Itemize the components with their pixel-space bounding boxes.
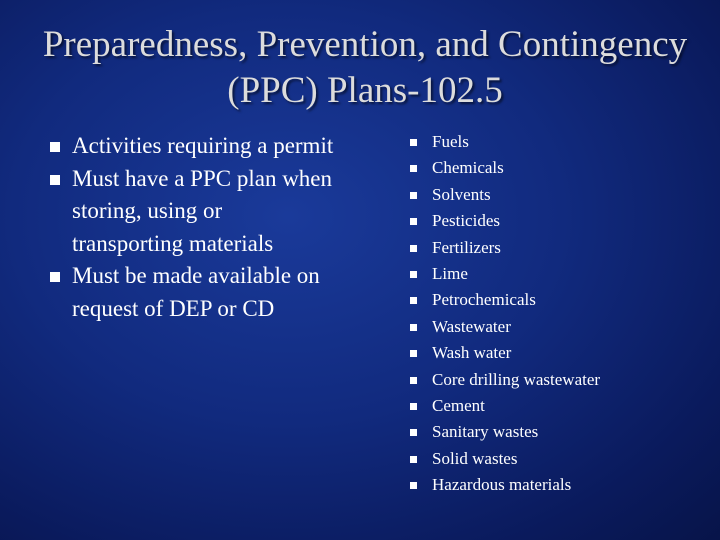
right-bullet-item: [410, 393, 710, 419]
left-bullet-list: [50, 130, 335, 325]
right-bullet-text: Fertilizers: [432, 237, 501, 257]
left-bullet-text: Must have a PPC plan when storing, using or transporting materials: [72, 165, 333, 256]
right-bullet-text: Fuels: [432, 132, 469, 151]
right-bullet-text: Hazardous materials: [432, 475, 572, 495]
square-bullet-icon: [50, 272, 60, 282]
left-bullet-item: [50, 130, 335, 163]
right-bullet-text: Core drilling wastewater: [432, 369, 601, 389]
right-bullet-text: Chemicals: [432, 158, 504, 178]
square-bullet-icon: [410, 482, 417, 489]
square-bullet-icon: [410, 377, 417, 384]
square-bullet-icon: [50, 142, 60, 152]
square-bullet-icon: [410, 192, 417, 199]
square-bullet-icon: [410, 165, 417, 172]
right-bullet-text: Cement: [432, 396, 485, 416]
slide-title: Preparedness, Prevention, and Contingency (PPC) Plans-102.5: [42, 24, 688, 111]
right-bullet-item: [410, 472, 710, 498]
square-bullet-icon: [410, 456, 417, 463]
square-bullet-icon: [410, 271, 417, 278]
right-bullet-text: Wastewater: [432, 316, 511, 336]
right-bullet-item: [410, 367, 710, 393]
left-bullet-text: Must be made available on request of DEP or CD: [72, 263, 320, 321]
right-bullet-item: [410, 419, 710, 445]
square-bullet-icon: [410, 350, 417, 357]
right-bullet-item: [410, 129, 710, 155]
left-bullet-text: Activities requiring a permit: [72, 133, 334, 158]
square-bullet-icon: [50, 175, 60, 185]
square-bullet-icon: [410, 218, 417, 225]
right-bullet-list: [410, 129, 710, 499]
right-bullet-text: Sanitary wastes: [432, 422, 539, 442]
right-bullet-text: Solid wastes: [432, 448, 518, 468]
right-bullet-item: [410, 155, 710, 181]
left-bullet-item: [50, 260, 335, 325]
square-bullet-icon: [410, 139, 417, 146]
right-bullet-item: [410, 235, 710, 261]
square-bullet-icon: [410, 297, 417, 304]
right-bullet-item: [410, 208, 710, 234]
right-bullet-item: [410, 261, 710, 287]
square-bullet-icon: [410, 324, 417, 331]
square-bullet-icon: [410, 429, 417, 436]
right-bullet-text: Wash water: [432, 343, 512, 363]
right-bullet-text: Lime: [432, 264, 468, 284]
right-bullet-text: Pesticides: [432, 211, 500, 231]
right-bullet-text: Solvents: [432, 184, 491, 204]
right-bullet-text: Petrochemicals: [432, 290, 536, 310]
right-bullet-item: [410, 446, 710, 472]
square-bullet-icon: [410, 245, 417, 252]
left-bullet-item: [50, 163, 335, 261]
right-bullet-item: [410, 314, 710, 340]
right-bullet-item: [410, 182, 710, 208]
square-bullet-icon: [410, 403, 417, 410]
right-bullet-item: [410, 287, 710, 313]
right-bullet-item: [410, 340, 710, 366]
